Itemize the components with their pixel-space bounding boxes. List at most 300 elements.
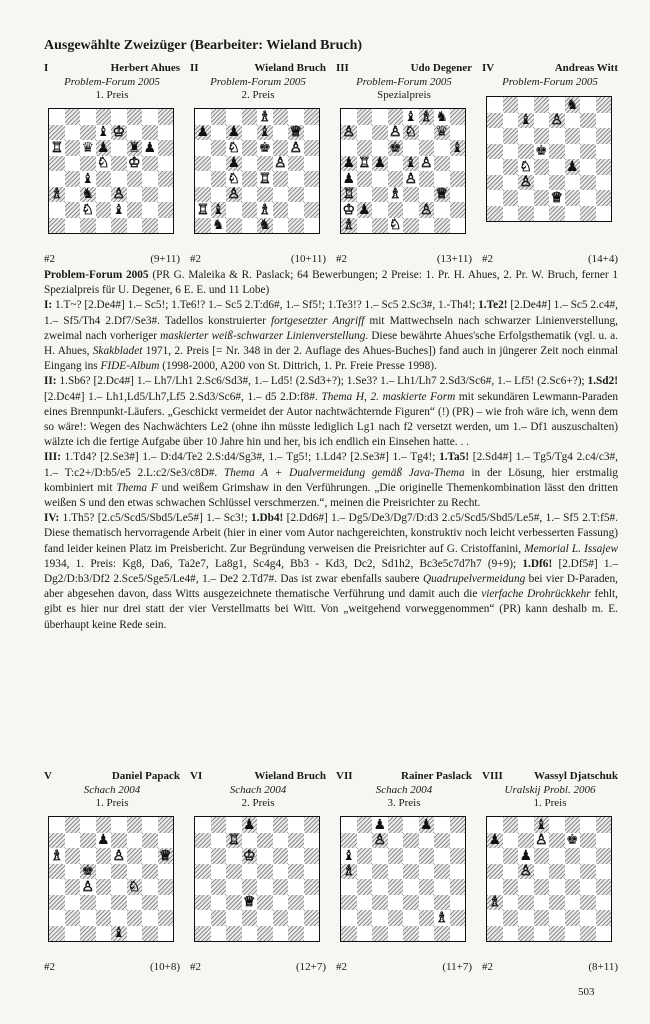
board-square (127, 910, 143, 926)
board-square (226, 218, 242, 234)
problem-v (44, 770, 180, 975)
board-square (503, 159, 519, 175)
board-square (434, 895, 450, 911)
board-square (341, 817, 357, 833)
problem-author: Wassyl Djatschuk (533, 770, 618, 782)
problem-row-2 (44, 770, 618, 975)
board-square (211, 140, 227, 156)
board-square (142, 833, 158, 849)
problem-prize: 2. Preis (241, 89, 275, 101)
board-square (596, 175, 612, 191)
white-pawn-icon: ♙ (112, 186, 126, 203)
board-square (111, 910, 127, 926)
black-pawn-icon: ♟ (519, 847, 533, 864)
board-square (388, 817, 404, 833)
board-square (96, 879, 112, 895)
board-square (195, 879, 211, 895)
board-square (111, 926, 127, 942)
board-square (419, 895, 435, 911)
board-square (288, 171, 304, 187)
board-square (357, 879, 373, 895)
board-square (142, 156, 158, 172)
white-knight-icon: ♘ (96, 155, 110, 172)
board-square (487, 895, 503, 911)
board-square (487, 879, 503, 895)
board-square (242, 125, 258, 141)
black-knight-icon: ♞ (258, 217, 272, 234)
board-square (518, 144, 534, 160)
board-square (580, 926, 596, 942)
board-square (503, 864, 519, 880)
board-square (419, 171, 435, 187)
board-square (549, 113, 565, 129)
comment-1: I: 1.T~? [2.De4#] 1.– Sc5!; 1.Te6!? 1.– Sc5 2.T:d6#, 1.– Sf5!; 1.Te3!? 1.– Sc5 2.Sc3#, 1.-Th4!; 1.Te2! [2.De4#] 1.– Sc5 2.c4#, 1.– Sf5/Th4 2.Df7/Se3#. Tadellos konstruierter fortgesetzter Angriff mit Mattwechseln nach schwarzer Linienverstellung, zweimal nach vorheriger maskierter weiß-schwarzer Linienverstellung. Diese bewährte Ahues'sche Erfolgsthematik (vgl. u. a. H. Ahues, Skakbladet 1971, 2. Preis [= Nr. 348 in der 2. Auflage des Ahues-Buches]) fand auch in jüngerer Zeit noch einmal Eingang ins FIDE-Album (1998-2000, A200 von St. Dittrich, 1. Pr. Freie Presse 1998). (44, 299, 619, 373)
board-square (111, 218, 127, 234)
problem-prize: 3. Preis (387, 797, 421, 809)
problem-footer (190, 961, 326, 975)
board-square (257, 156, 273, 172)
page-title: Ausgewählte Zweizüger (Bearbeiter: Wieland Bruch) (44, 38, 363, 53)
board-square (96, 864, 112, 880)
board-square (341, 202, 357, 218)
board-square (534, 833, 550, 849)
board-square (195, 864, 211, 880)
white-pawn-icon: ♙ (81, 878, 95, 895)
problem-source: Uralskij Probl. 2006 (504, 784, 596, 796)
problem-number: II (190, 62, 199, 74)
board-square (503, 910, 519, 926)
board-square (226, 140, 242, 156)
problem-header (482, 62, 618, 76)
board-square (127, 202, 143, 218)
white-bishop-icon: ♗ (50, 186, 64, 203)
problem-vii (336, 770, 472, 975)
white-knight-icon: ♘ (388, 217, 402, 234)
white-knight-icon: ♘ (227, 170, 241, 187)
white-king-icon: ♔ (242, 847, 256, 864)
stipulation: #2 (44, 253, 55, 265)
board-square (142, 140, 158, 156)
board-square (388, 864, 404, 880)
board-square (226, 864, 242, 880)
white-bishop-icon: ♗ (258, 201, 272, 218)
board-square (549, 848, 565, 864)
board-square (596, 926, 612, 942)
board-square (80, 910, 96, 926)
board-square (518, 817, 534, 833)
board-square (96, 109, 112, 125)
board-square (127, 926, 143, 942)
board-square (242, 817, 258, 833)
problem-prize: Spezialpreis (377, 89, 431, 101)
problem-number: V (44, 770, 52, 782)
board-square (341, 140, 357, 156)
board-square (403, 848, 419, 864)
board-square (304, 171, 320, 187)
problem-number: IV (482, 62, 495, 74)
comment-2: II: 1.Sb6? [2.Dc4#] 1.– Lh7/Lh1 2.Sc6/Sd3#, 1.– Ld5! (2.Sd3+?); 1.Se3? 1.– Lh1/Lh7 2.Sd3/Sc6#, 1.– Lf5! (2.Sc6+?); 1.Sd2! [2.Dc4#] 1.– Lh1,Ld5/Lh7,Lf5 2.Sd3/Sc6#, 1.– d5 2.D:f8#. Thema H, 2. maskierte Form mit sekundären Lewmann-Paraden eines Brennpunkt-Läufers. „Geschickt vermeidet der Autor nachtwächternde Figuren“ (!) (PR) – wie froh wäre ich, wenn dem so wäre!: Wegen des Nachwächters Le2 (ohne ihn müsste lediglich Lg1 nach f2 versetzt werden, um 1.– Df1 auszuschalten) wälzte ich die fertige Aufgabe über 10 Jahre hin und her, bis ich endlich ein Einsehen hatte. . . (44, 375, 618, 449)
board-square (450, 910, 466, 926)
white-queen-icon: ♕ (550, 189, 564, 206)
board-square (273, 109, 289, 125)
board-square (565, 895, 581, 911)
white-queen-icon: ♕ (289, 124, 303, 141)
board-square (341, 109, 357, 125)
board-square (49, 864, 65, 880)
board-square (565, 128, 581, 144)
board-square (549, 206, 565, 222)
problem-viii (482, 770, 618, 975)
board-square (372, 109, 388, 125)
board-square (403, 895, 419, 911)
board-square (80, 140, 96, 156)
board-square (388, 125, 404, 141)
board-square (158, 848, 174, 864)
intro-heading: Problem-Forum 2005 (44, 269, 149, 281)
board-square (158, 864, 174, 880)
board-square (158, 125, 174, 141)
board-square (403, 833, 419, 849)
board-square (80, 218, 96, 234)
board-square (226, 125, 242, 141)
board-square (158, 910, 174, 926)
problem-number: VI (190, 770, 203, 782)
commentary (44, 268, 618, 633)
board-square (596, 128, 612, 144)
stipulation: #2 (190, 961, 201, 973)
black-bishop-icon: ♝ (96, 124, 110, 141)
board-square (580, 895, 596, 911)
problem-source: Problem-Forum 2005 (210, 76, 306, 88)
problem-footer (44, 253, 180, 267)
black-king-icon: ♚ (388, 139, 402, 156)
board-square (565, 833, 581, 849)
board-square (242, 833, 258, 849)
board-square (549, 864, 565, 880)
board-square (288, 833, 304, 849)
board-square (49, 171, 65, 187)
board-square (304, 879, 320, 895)
white-bishop-icon: ♗ (435, 909, 449, 926)
white-pawn-icon: ♙ (373, 832, 387, 849)
board-square (195, 202, 211, 218)
board-square (273, 833, 289, 849)
board-square (273, 125, 289, 141)
board-square (226, 848, 242, 864)
board-square (127, 833, 143, 849)
board-square (273, 864, 289, 880)
board-square (434, 140, 450, 156)
board-square (518, 206, 534, 222)
board-square (534, 128, 550, 144)
board-square (127, 171, 143, 187)
board-square (357, 817, 373, 833)
board-square (388, 895, 404, 911)
board-square (65, 879, 81, 895)
board-square (580, 128, 596, 144)
board-square (111, 833, 127, 849)
board-square (96, 125, 112, 141)
chess-board (194, 108, 320, 234)
problem-source: Problem-Forum 2005 (356, 76, 452, 88)
board-square (434, 864, 450, 880)
board-square (565, 817, 581, 833)
board-square (257, 926, 273, 942)
board-square (372, 156, 388, 172)
board-square (565, 113, 581, 129)
board-square (534, 113, 550, 129)
comment-4: IV: 1.Th5? [2.c5/Scd5/Sbd5/Le5#] 1.– Sc3!; 1.Db4! [2.Dd6#] 1.– Dg5/De3/Dg7/D:d3 2.c5/Scd5/Sbd5/Le5#, 1.– Sf5 2.T:f5#. Diese thematisch hervorragende Arbeit (hier in einer vom Autor nachgereichten, konstruktiv noch leicht verbesserten Fassung) fand leider keinen Platz im Preisbericht. Zur Begründung verweisen die Preisrichter auf G. Cristoffanini, Memorial L. Issajew 1934, 1. Preis: Kg8, Da6, Ta2e7, La8g1, Sc4g4, Bb3 - Kd3, Dc2, Sd1h2, Bc3e5c7d7h7 (9+9); 1.Df6! [2.Df5#] 1.– Dg2/D:b3/Df2 2.Sce5/Sge5/Le4#, 1.– De2 2.Td7#. Das ist zwar ebenfalls saubere Quadrupelvermeidung bei vier D-Paraden, aber abgesehen davon, dass Witts ausgezeichnete thematische Verführung und damit auch die vierfache Drohrückkehr fehlt, gibt es hier nur drei statt der vier Verstellmatts bei Witt. Von „weitgehend vorweggenommen“ (PR) kann deshalb m. E. überhaupt keine Rede sein. (44, 512, 619, 631)
problem-header (336, 770, 472, 784)
board-square (65, 895, 81, 911)
board-square (487, 175, 503, 191)
problem-header (190, 770, 326, 784)
board-square (434, 187, 450, 203)
board-square (388, 109, 404, 125)
board-square (96, 202, 112, 218)
board-square (487, 190, 503, 206)
board-square (226, 895, 242, 911)
board-square (503, 113, 519, 129)
board-square (80, 187, 96, 203)
board-square (596, 833, 612, 849)
board-square (518, 879, 534, 895)
board-square (242, 926, 258, 942)
chess-board (486, 816, 612, 942)
board-square (65, 864, 81, 880)
board-square (304, 140, 320, 156)
board-square (534, 926, 550, 942)
piece-count: (12+7) (295, 961, 326, 973)
board-square (288, 879, 304, 895)
board-square (565, 848, 581, 864)
board-square (534, 159, 550, 175)
board-square (195, 848, 211, 864)
board-square (96, 817, 112, 833)
board-square (450, 926, 466, 942)
board-square (580, 864, 596, 880)
board-square (534, 864, 550, 880)
board-square (111, 140, 127, 156)
board-square (273, 202, 289, 218)
board-square (142, 817, 158, 833)
board-square (357, 926, 373, 942)
board-square (534, 190, 550, 206)
board-square (65, 848, 81, 864)
comment-3: III: 1.Td4? [2.Se3#] 1.– D:d4/Te2 2.S:d4/Sg3#, 1.– Tg5!; 1.Ld4? [2.Se3#] 1.– Tg4!; 1.Ta5! [2.Sd4#] 1.– Tg5/Tg4 2.c4/c3#, 1.– T:c2+/D:b5/e5 2.L:c2/Se3/c8D#. Thema A + Dualvermeidung gemäß Java-Thema in der Lösung, hier erstmalig kombiniert mit Thema F und weißem Grimshaw in den Verführungen. „Die originelle Themenkombination lässt den dritten weißen S und den etwas schwachen Schlüssel verschmerzen.“, meinen die Preisrichter zu Recht. (44, 451, 619, 510)
stipulation: #2 (44, 961, 55, 973)
board-square (596, 879, 612, 895)
board-square (211, 156, 227, 172)
board-square (580, 144, 596, 160)
board-square (273, 156, 289, 172)
board-square (257, 109, 273, 125)
black-king-icon: ♚ (258, 139, 272, 156)
board-square (341, 895, 357, 911)
board-square (273, 879, 289, 895)
board-square (450, 879, 466, 895)
board-square (211, 895, 227, 911)
board-square (434, 879, 450, 895)
board-square (127, 848, 143, 864)
white-bishop-icon: ♗ (419, 108, 433, 125)
board-square (158, 140, 174, 156)
board-square (503, 97, 519, 113)
board-square (596, 113, 612, 129)
board-square (96, 171, 112, 187)
board-square (565, 97, 581, 113)
problem-iv (482, 62, 618, 267)
board-square (419, 910, 435, 926)
board-square (273, 140, 289, 156)
board-square (388, 926, 404, 942)
board-square (487, 144, 503, 160)
board-square (357, 171, 373, 187)
board-square (565, 159, 581, 175)
piece-count: (10+8) (149, 961, 180, 973)
board-square (242, 879, 258, 895)
board-square (304, 895, 320, 911)
board-square (503, 848, 519, 864)
board-square (257, 895, 273, 911)
board-square (242, 218, 258, 234)
board-square (304, 187, 320, 203)
white-pawn-icon: ♙ (419, 155, 433, 172)
black-bishop-icon: ♝ (404, 155, 418, 172)
board-square (450, 848, 466, 864)
black-pawn-icon: ♟ (143, 139, 157, 156)
problem-number: VIII (482, 770, 503, 782)
board-square (534, 817, 550, 833)
board-square (596, 817, 612, 833)
board-square (304, 864, 320, 880)
board-square (195, 140, 211, 156)
board-square (565, 926, 581, 942)
board-square (403, 218, 419, 234)
white-pawn-icon: ♙ (342, 124, 356, 141)
board-square (111, 848, 127, 864)
board-square (450, 140, 466, 156)
board-square (534, 97, 550, 113)
board-square (195, 910, 211, 926)
board-square (549, 833, 565, 849)
board-square (80, 895, 96, 911)
board-square (288, 187, 304, 203)
white-pawn-icon: ♙ (419, 201, 433, 218)
white-bishop-icon: ♗ (342, 217, 356, 234)
board-square (111, 171, 127, 187)
board-square (503, 926, 519, 942)
board-square (288, 864, 304, 880)
board-square (549, 97, 565, 113)
board-square (434, 156, 450, 172)
board-square (503, 144, 519, 160)
board-square (549, 879, 565, 895)
board-square (372, 171, 388, 187)
board-square (127, 140, 143, 156)
board-square (142, 895, 158, 911)
board-square (419, 140, 435, 156)
board-square (357, 895, 373, 911)
board-square (65, 218, 81, 234)
chess-board (48, 108, 174, 234)
board-square (211, 125, 227, 141)
board-square (596, 97, 612, 113)
white-bishop-icon: ♗ (488, 894, 502, 911)
board-square (158, 156, 174, 172)
board-square (49, 833, 65, 849)
board-square (80, 171, 96, 187)
board-square (226, 926, 242, 942)
board-square (388, 218, 404, 234)
black-bishop-icon: ♝ (450, 139, 464, 156)
board-square (288, 125, 304, 141)
board-square (487, 206, 503, 222)
black-pawn-icon: ♟ (342, 155, 356, 172)
board-square (257, 833, 273, 849)
board-square (80, 926, 96, 942)
board-square (357, 156, 373, 172)
board-square (211, 171, 227, 187)
board-square (96, 833, 112, 849)
board-square (549, 190, 565, 206)
board-square (142, 187, 158, 203)
board-square (96, 848, 112, 864)
board-square (503, 206, 519, 222)
board-square (111, 156, 127, 172)
black-pawn-icon: ♟ (565, 158, 579, 175)
black-knight-icon: ♞ (81, 186, 95, 203)
problem-header (190, 62, 326, 76)
board-square (80, 864, 96, 880)
board-square (142, 879, 158, 895)
board-square (357, 833, 373, 849)
board-square (211, 202, 227, 218)
board-square (273, 848, 289, 864)
board-square (450, 202, 466, 218)
stipulation: #2 (482, 253, 493, 265)
board-square (372, 910, 388, 926)
board-square (503, 128, 519, 144)
board-square (142, 218, 158, 234)
board-square (158, 187, 174, 203)
board-square (142, 202, 158, 218)
black-bishop-icon: ♝ (258, 124, 272, 141)
black-knight-icon: ♞ (435, 108, 449, 125)
black-pawn-icon: ♟ (373, 816, 387, 833)
board-square (341, 926, 357, 942)
board-square (450, 895, 466, 911)
board-square (403, 879, 419, 895)
board-square (372, 848, 388, 864)
board-square (158, 833, 174, 849)
problem-author: Rainer Paslack (401, 770, 472, 782)
board-square (257, 910, 273, 926)
board-square (49, 910, 65, 926)
board-square (434, 171, 450, 187)
board-square (419, 218, 435, 234)
black-queen-icon: ♛ (435, 124, 449, 141)
board-square (65, 910, 81, 926)
board-square (111, 879, 127, 895)
problem-footer (190, 253, 326, 267)
black-bishop-icon: ♝ (112, 201, 126, 218)
board-square (450, 817, 466, 833)
white-pawn-icon: ♙ (534, 832, 548, 849)
board-square (580, 879, 596, 895)
white-rook-icon: ♖ (196, 201, 210, 218)
problem-author: Daniel Papack (111, 770, 180, 782)
